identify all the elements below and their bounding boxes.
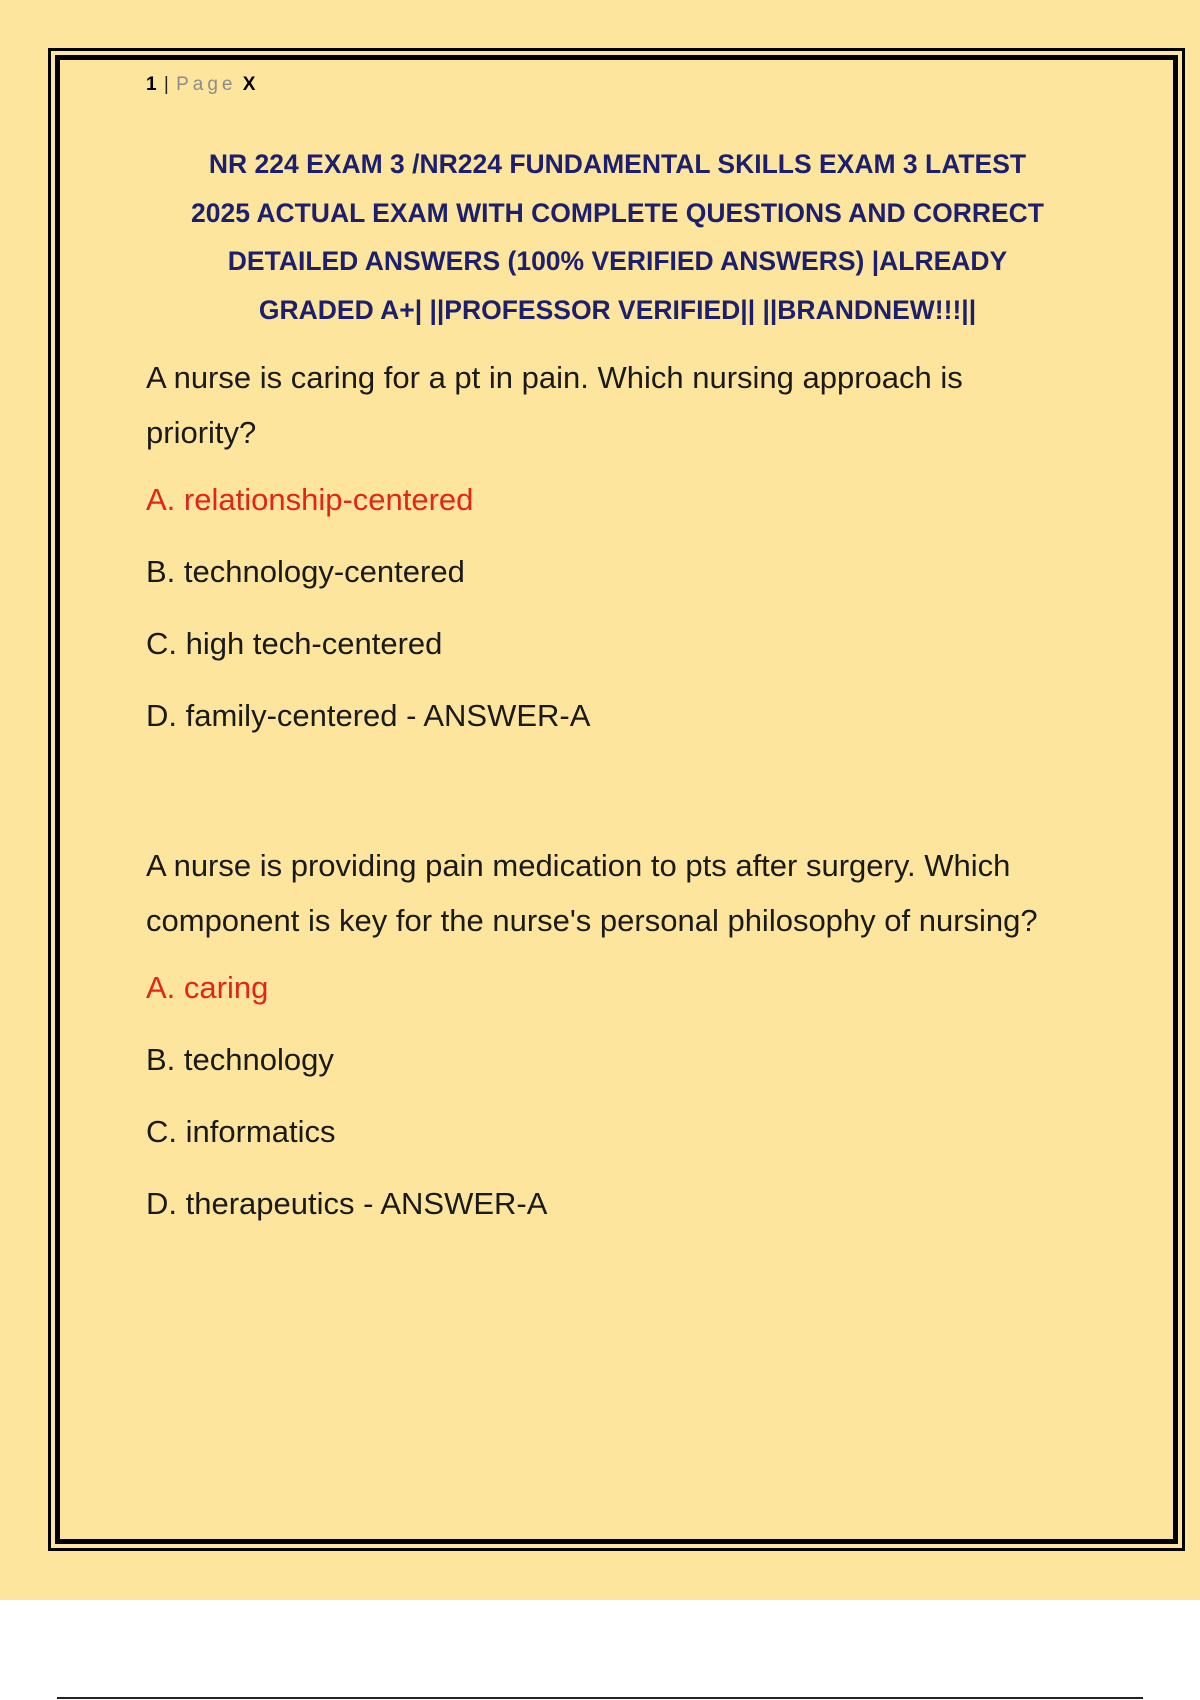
question-line: A nurse is caring for a pt in pain. Which nursing approach is bbox=[146, 360, 963, 395]
title-line: NR 224 EXAM 3 /NR224 FUNDAMENTAL SKILLS EXAM 3 LATEST bbox=[208, 149, 1027, 179]
answer-options bbox=[146, 952, 1038, 1240]
question-block bbox=[146, 838, 1038, 1240]
title-line: GRADED A+| ||PROFESSOR VERIFIED|| ||BRANDNEW!!!|| bbox=[258, 294, 977, 325]
document-title bbox=[140, 140, 1095, 334]
answer-option-c: C. high tech-centered bbox=[146, 626, 443, 661]
answer-option-c: C. informatics bbox=[146, 1114, 336, 1149]
answer-option-b: B. technology bbox=[146, 1042, 334, 1077]
answer-option-a: A. relationship-centered bbox=[146, 482, 474, 517]
page-number: 1 bbox=[146, 74, 158, 95]
question-line: A nurse is providing pain medication to pts after surgery. Which bbox=[146, 848, 1011, 883]
question-text bbox=[146, 838, 1038, 948]
question-block bbox=[146, 350, 963, 752]
question-text bbox=[146, 350, 963, 460]
title-line: DETAILED ANSWERS (100% VERIFIED ANSWERS) |ALREADY bbox=[227, 246, 1008, 276]
answer-options bbox=[146, 464, 963, 752]
question-line: priority? bbox=[146, 415, 257, 450]
page-suffix: X bbox=[242, 74, 257, 95]
page-word: Page bbox=[176, 74, 237, 95]
answer-option-d: D. family-centered - ANSWER-A bbox=[146, 698, 591, 733]
page-header bbox=[146, 74, 256, 96]
header-separator: | bbox=[163, 74, 170, 95]
answer-option-d: D. therapeutics - ANSWER-A bbox=[146, 1186, 548, 1221]
question-line: component is key for the nurse's personal philosophy of nursing? bbox=[146, 903, 1038, 938]
title-line: 2025 ACTUAL EXAM WITH COMPLETE QUESTIONS AND CORRECT bbox=[191, 197, 1044, 228]
answer-option-a: A. caring bbox=[146, 970, 269, 1005]
footer-rule bbox=[57, 1697, 1143, 1699]
answer-option-b: B. technology-centered bbox=[146, 554, 465, 589]
